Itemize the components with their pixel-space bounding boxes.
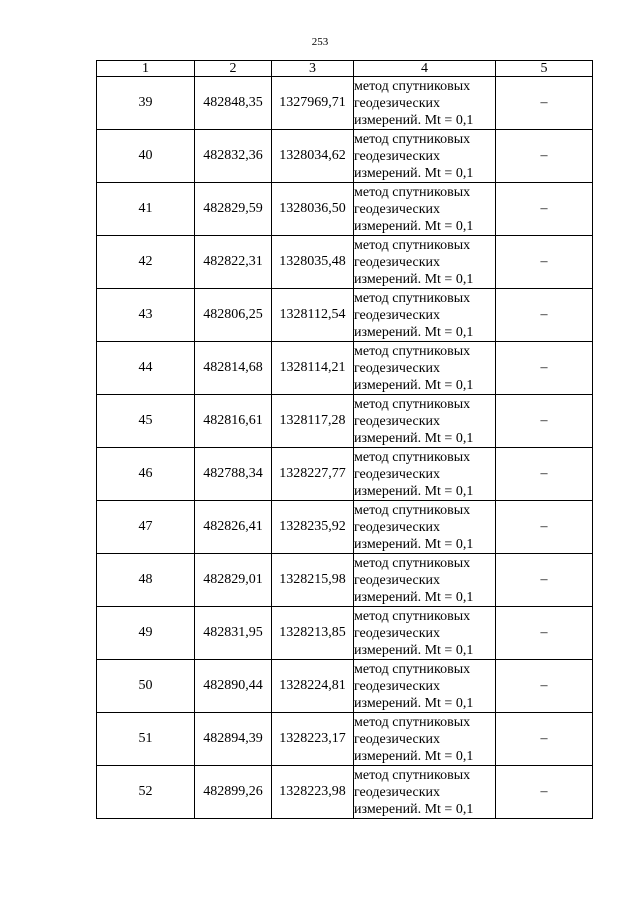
column-5-cell: – xyxy=(496,236,593,289)
y-coordinate-cell: 1328224,81 xyxy=(272,660,354,713)
x-coordinate-cell: 482829,59 xyxy=(195,183,272,236)
column-header-5: 5 xyxy=(496,61,593,77)
method-line: геодезических xyxy=(354,201,441,217)
coordinates-table xyxy=(96,60,593,819)
column-5-cell: – xyxy=(496,289,593,342)
point-number-cell: 50 xyxy=(97,660,195,713)
column-header-2: 2 xyxy=(195,61,272,77)
method-line: метод спутниковых xyxy=(354,343,471,359)
method-cell xyxy=(354,183,496,236)
column-5-cell: – xyxy=(496,554,593,607)
table-row xyxy=(97,713,593,766)
point-number-cell: 47 xyxy=(97,501,195,554)
method-cell xyxy=(354,766,496,819)
method-cell xyxy=(354,448,496,501)
table-row xyxy=(97,501,593,554)
table-header-row xyxy=(97,61,593,77)
method-line: геодезических xyxy=(354,572,441,588)
method-line: метод спутниковых xyxy=(354,449,471,465)
method-line: метод спутниковых xyxy=(354,502,471,518)
method-cell xyxy=(354,501,496,554)
method-line: измерений. Mt = 0,1 xyxy=(354,218,474,234)
method-line: метод спутниковых xyxy=(354,555,471,571)
column-header-4: 4 xyxy=(354,61,496,77)
x-coordinate-cell: 482894,39 xyxy=(195,713,272,766)
method-line: измерений. Mt = 0,1 xyxy=(354,483,474,499)
method-line: геодезических xyxy=(354,307,441,323)
y-coordinate-cell: 1328227,77 xyxy=(272,448,354,501)
point-number-cell: 49 xyxy=(97,607,195,660)
method-line: геодезических xyxy=(354,360,441,376)
method-line: геодезических xyxy=(354,784,441,800)
x-coordinate-cell: 482806,25 xyxy=(195,289,272,342)
method-line: метод спутниковых xyxy=(354,290,471,306)
method-line: метод спутниковых xyxy=(354,131,471,147)
method-line: измерений. Mt = 0,1 xyxy=(354,801,474,817)
x-coordinate-cell: 482899,26 xyxy=(195,766,272,819)
column-5-cell: – xyxy=(496,77,593,130)
page-number: 253 xyxy=(311,36,329,48)
point-number-cell: 39 xyxy=(97,77,195,130)
method-line: метод спутниковых xyxy=(354,237,471,253)
table-row xyxy=(97,766,593,819)
method-line: геодезических xyxy=(354,519,441,535)
method-line: геодезических xyxy=(354,254,441,270)
column-5-cell: – xyxy=(496,183,593,236)
point-number-cell: 40 xyxy=(97,130,195,183)
method-line: геодезических xyxy=(354,466,441,482)
x-coordinate-cell: 482832,36 xyxy=(195,130,272,183)
method-line: измерений. Mt = 0,1 xyxy=(354,324,474,340)
point-number-cell: 43 xyxy=(97,289,195,342)
point-number-cell: 46 xyxy=(97,448,195,501)
method-line: метод спутниковых xyxy=(354,767,471,783)
table-row xyxy=(97,448,593,501)
x-coordinate-cell: 482814,68 xyxy=(195,342,272,395)
x-coordinate-cell: 482831,95 xyxy=(195,607,272,660)
method-line: метод спутниковых xyxy=(354,78,471,94)
method-line: геодезических xyxy=(354,625,441,641)
column-5-cell: – xyxy=(496,130,593,183)
point-number-cell: 44 xyxy=(97,342,195,395)
y-coordinate-cell: 1328034,62 xyxy=(272,130,354,183)
method-line: геодезических xyxy=(354,678,441,694)
method-line: метод спутниковых xyxy=(354,396,471,412)
method-line: метод спутниковых xyxy=(354,184,471,200)
method-cell xyxy=(354,130,496,183)
column-5-cell: – xyxy=(496,713,593,766)
method-line: измерений. Mt = 0,1 xyxy=(354,536,474,552)
column-5-cell: – xyxy=(496,660,593,713)
column-header-3: 3 xyxy=(272,61,354,77)
y-coordinate-cell: 1328117,28 xyxy=(272,395,354,448)
method-line: метод спутниковых xyxy=(354,661,471,677)
method-cell xyxy=(354,236,496,289)
y-coordinate-cell: 1328235,92 xyxy=(272,501,354,554)
y-coordinate-cell: 1328035,48 xyxy=(272,236,354,289)
table-row xyxy=(97,607,593,660)
column-5-cell: – xyxy=(496,342,593,395)
column-5-cell: – xyxy=(496,766,593,819)
table-row xyxy=(97,342,593,395)
method-line: метод спутниковых xyxy=(354,608,471,624)
method-cell xyxy=(354,342,496,395)
method-line: измерений. Mt = 0,1 xyxy=(354,430,474,446)
y-coordinate-cell: 1328215,98 xyxy=(272,554,354,607)
method-cell xyxy=(354,77,496,130)
table-row xyxy=(97,289,593,342)
table-row xyxy=(97,660,593,713)
x-coordinate-cell: 482848,35 xyxy=(195,77,272,130)
point-number-cell: 45 xyxy=(97,395,195,448)
y-coordinate-cell: 1328114,21 xyxy=(272,342,354,395)
method-line: геодезических xyxy=(354,148,441,164)
column-5-cell: – xyxy=(496,395,593,448)
y-coordinate-cell: 1327969,71 xyxy=(272,77,354,130)
x-coordinate-cell: 482822,31 xyxy=(195,236,272,289)
y-coordinate-cell: 1328112,54 xyxy=(272,289,354,342)
y-coordinate-cell: 1328213,85 xyxy=(272,607,354,660)
method-cell xyxy=(354,395,496,448)
table-row xyxy=(97,77,593,130)
x-coordinate-cell: 482829,01 xyxy=(195,554,272,607)
method-line: геодезических xyxy=(354,731,441,747)
y-coordinate-cell: 1328223,17 xyxy=(272,713,354,766)
point-number-cell: 41 xyxy=(97,183,195,236)
table-row xyxy=(97,554,593,607)
y-coordinate-cell: 1328036,50 xyxy=(272,183,354,236)
method-line: измерений. Mt = 0,1 xyxy=(354,695,474,711)
column-header-1: 1 xyxy=(97,61,195,77)
method-cell xyxy=(354,289,496,342)
table-body xyxy=(97,77,593,819)
method-line: геодезических xyxy=(354,413,441,429)
method-cell xyxy=(354,554,496,607)
method-line: метод спутниковых xyxy=(354,714,471,730)
method-line: измерений. Mt = 0,1 xyxy=(354,165,474,181)
method-line: измерений. Mt = 0,1 xyxy=(354,589,474,605)
point-number-cell: 51 xyxy=(97,713,195,766)
method-line: измерений. Mt = 0,1 xyxy=(354,271,474,287)
method-cell xyxy=(354,713,496,766)
column-5-cell: – xyxy=(496,448,593,501)
method-line: измерений. Mt = 0,1 xyxy=(354,748,474,764)
method-line: измерений. Mt = 0,1 xyxy=(354,377,474,393)
column-5-cell: – xyxy=(496,501,593,554)
method-line: измерений. Mt = 0,1 xyxy=(354,642,474,658)
column-5-cell: – xyxy=(496,607,593,660)
x-coordinate-cell: 482826,41 xyxy=(195,501,272,554)
method-cell xyxy=(354,607,496,660)
method-line: геодезических xyxy=(354,95,441,111)
point-number-cell: 52 xyxy=(97,766,195,819)
x-coordinate-cell: 482816,61 xyxy=(195,395,272,448)
method-line: измерений. Mt = 0,1 xyxy=(354,112,474,128)
y-coordinate-cell: 1328223,98 xyxy=(272,766,354,819)
method-cell xyxy=(354,660,496,713)
x-coordinate-cell: 482890,44 xyxy=(195,660,272,713)
point-number-cell: 48 xyxy=(97,554,195,607)
table-row xyxy=(97,236,593,289)
table-row xyxy=(97,395,593,448)
x-coordinate-cell: 482788,34 xyxy=(195,448,272,501)
table-row xyxy=(97,183,593,236)
point-number-cell: 42 xyxy=(97,236,195,289)
table-row xyxy=(97,130,593,183)
